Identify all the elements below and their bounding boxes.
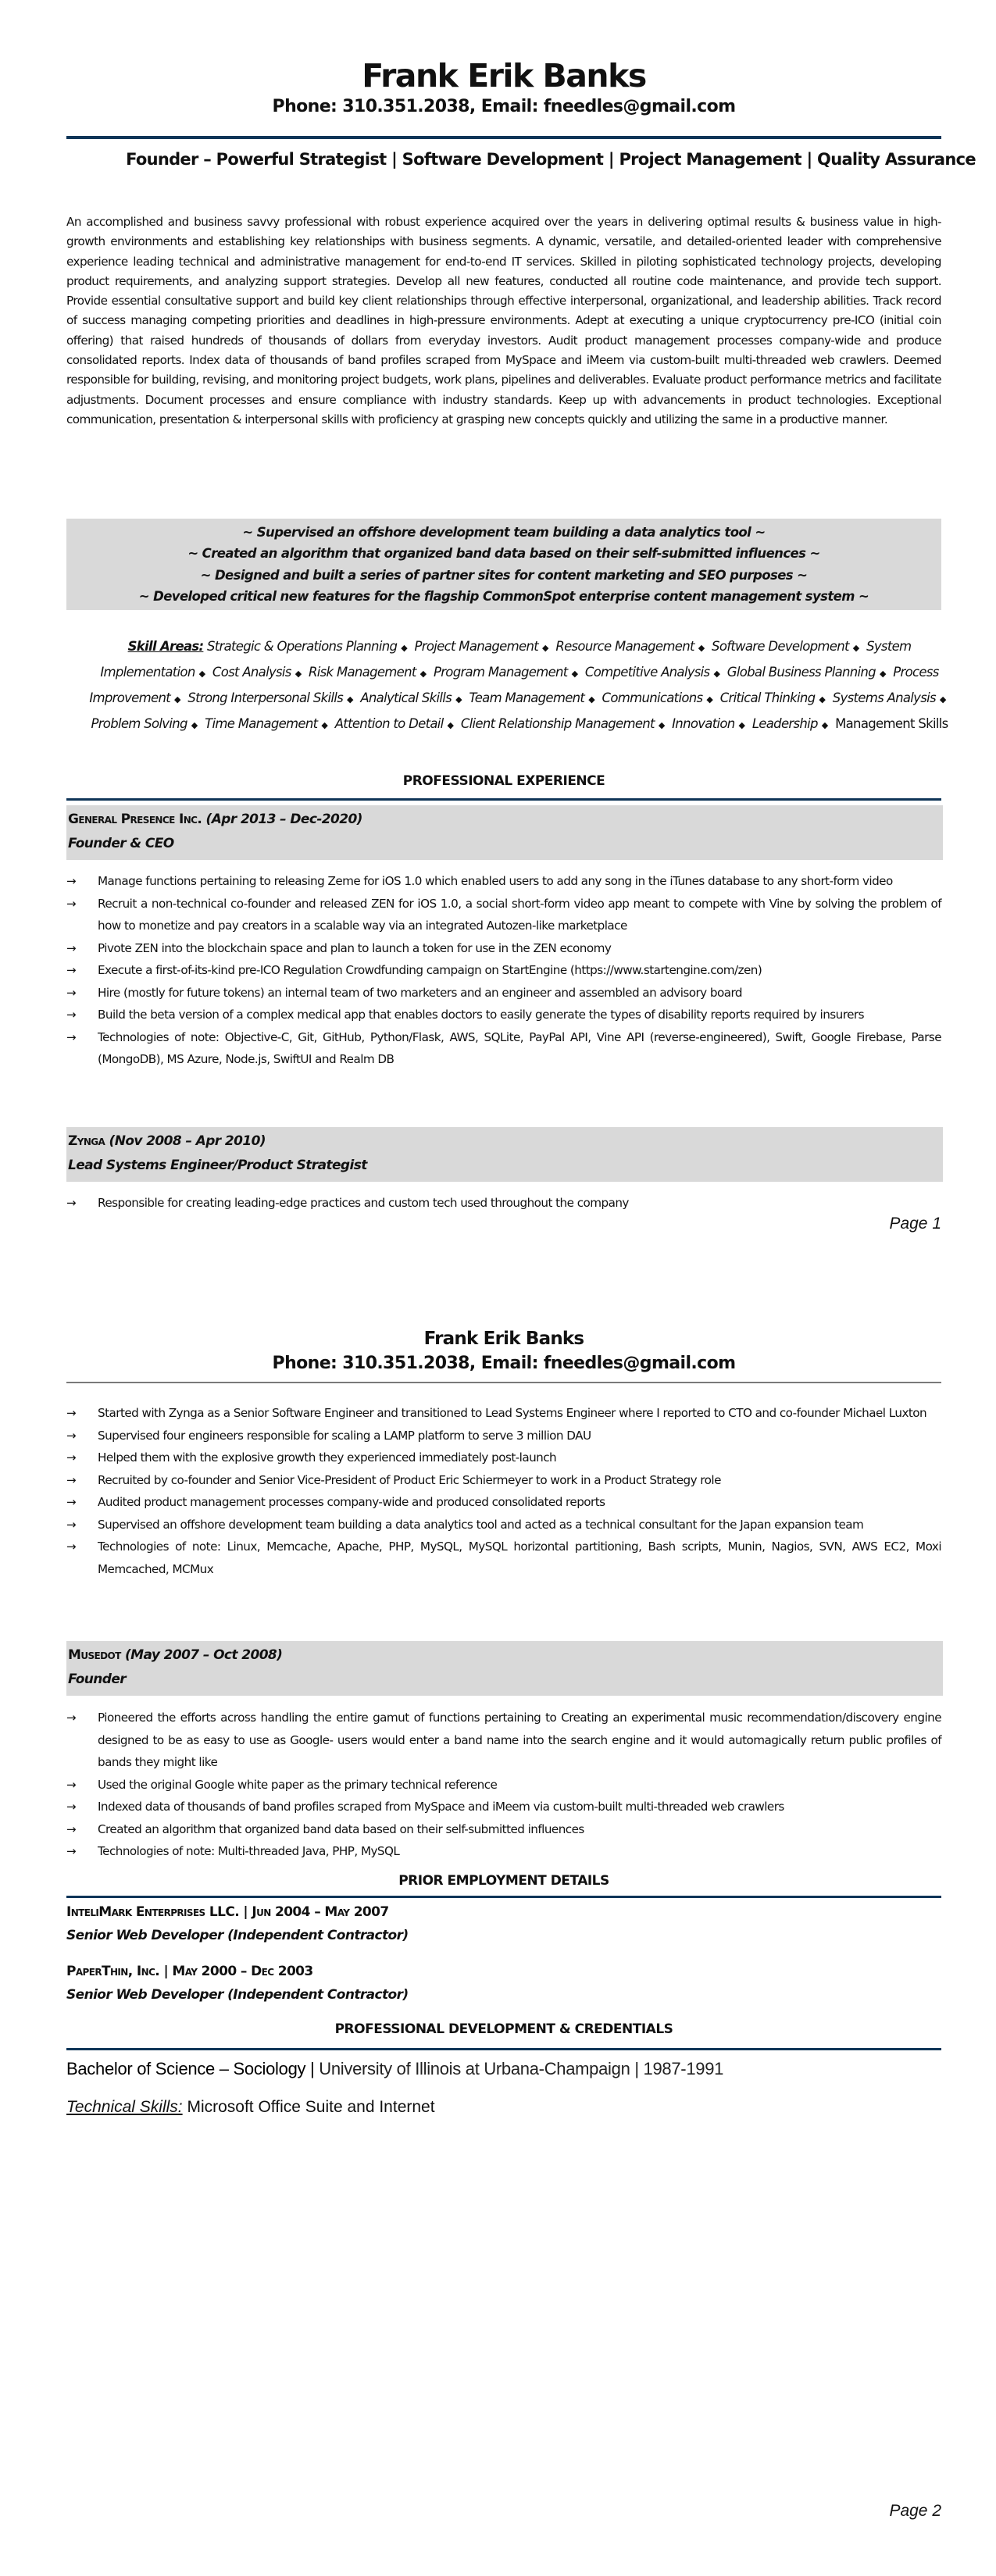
list-item: → Indexed data of thousands of band profiles scraped from MySpace and iMeem via custom-built multi-threaded web crawlers: [66, 1796, 941, 1818]
page1-header: [66, 56, 941, 119]
arrow-right-icon: →: [66, 1540, 77, 1554]
job-dates: (Nov 2008 – Apr 2010): [109, 1133, 266, 1149]
skill-areas: [66, 634, 973, 737]
diamond-icon: ◆: [542, 643, 548, 653]
highlight-item: ~ Created an algorithm that organized band data based on their self-submitted influences ~: [187, 546, 820, 562]
arrow-right-icon: →: [66, 1777, 77, 1792]
prior-employment-list: [66, 1900, 941, 2007]
skill-item: Cost Analysis: [212, 665, 291, 680]
skill-item: Project Management: [414, 639, 538, 654]
summary-paragraph: An accomplished and business savvy professional with robust experience acquired over the years in delivering optimal results & business value in high-growth environments and establishing key relationships with business segments. A dynamic, versatile, and detailed-oriented leader with comprehensive experience leading technical and administrative management for end-to-end IT services. Skilled in piloting sophisticated technology projects, developing product requirements, and analyzing support strategies. Develop all new features, conducted all routine code maintenance, and provide tech support. Provide essential consultative support and build key client relationships through effective interpersonal, organizational, and leadership abilities. Track record of success managing competing priorities and deadlines in high-pressure environments. Adept at executing a unique cryptocurrency pre-ICO (initial coin offering) that raised hundreds of thousands of dollars from everyday investors. Audit product management processes company-wide and produce consolidated reports. Index data of thousands of band profiles scraped from MySpace and iMeem via custom-built multi-threaded web crawlers. Deemed responsible for building, revising, and monitoring project budgets, work plans, pipelines and deliverables. Evaluate product performance metrics and facilitate adjustments. Document processes and ensure compliance with industry standards. Keep up with advancements in product technologies. Exceptional communication, presentation & interpersonal skills with proficiency at grasping new concepts quickly and utilizing the same in a productive manner.: [66, 215, 941, 426]
prior-employer-title: Senior Web Developer (Independent Contractor): [66, 1987, 409, 2003]
diamond-icon: ◆: [191, 720, 198, 730]
diamond-icon: ◆: [174, 694, 180, 705]
arrow-right-icon: →: [66, 963, 77, 977]
list-item: → Hire (mostly for future tokens) an internal team of two marketers and an engineer and assembled an advisory board: [66, 982, 941, 1004]
page-number: Page 1: [889, 1215, 941, 1233]
skill-item: System Implementation: [100, 639, 912, 680]
job-title: Founder: [68, 1672, 127, 1687]
list-item: → Recruited by co-founder and Senior Vice-President of Product Eric Schiermeyer to work in a Product Strategy role: [66, 1469, 941, 1492]
list-item: → Started with Zynga as a Senior Software Engineer and transitioned to Lead Systems Engineer where I reported to CTO and co-founder Michael Luxton: [66, 1402, 941, 1425]
job-dates: (Apr 2013 – Dec-2020): [205, 812, 362, 827]
highlights-box: [66, 519, 941, 610]
skill-item: Time Management: [205, 716, 318, 731]
job-title: Lead Systems Engineer/Product Strategist: [68, 1158, 367, 1173]
diamond-icon: ◆: [879, 669, 886, 679]
diamond-icon: ◆: [401, 643, 407, 653]
diamond-icon: ◆: [571, 669, 578, 679]
job-header-zynga: [66, 1127, 943, 1182]
diamond-icon: ◆: [819, 694, 826, 705]
skill-item: Global Business Planning: [726, 665, 876, 680]
arrow-right-icon: →: [66, 1844, 77, 1858]
job-title: Founder & CEO: [68, 836, 174, 851]
list-item: → Supervised four engineers responsible for scaling a LAMP platform to serve 3 million DAU: [66, 1425, 941, 1447]
prior-employer-heading: PaperThin, Inc. | May 2000 – Dec 2003: [66, 1964, 313, 1979]
job-bullets-musedot: [66, 1707, 941, 1863]
skill-item: Software Development: [712, 639, 849, 654]
diamond-icon: ◆: [698, 643, 705, 653]
list-item: → Responsible for creating leading-edge practices and custom tech used throughout the company: [66, 1192, 941, 1215]
diamond-icon: ◆: [738, 720, 745, 730]
arrow-right-icon: →: [66, 1495, 77, 1509]
section-title-credentials: PROFESSIONAL DEVELOPMENT & CREDENTIALS: [334, 2021, 673, 2037]
list-item: → Helped them with the explosive growth they experienced immediately post-launch: [66, 1447, 941, 1469]
job-bullets-zynga-continued: [66, 1402, 941, 1580]
skill-item: Leadership: [751, 716, 818, 731]
page2-header: [66, 1326, 941, 1376]
diamond-icon: ◆: [706, 694, 713, 705]
diamond-icon: ◆: [658, 720, 665, 730]
skill-item: Strategic & Operations Planning: [206, 639, 398, 654]
arrow-right-icon: →: [66, 985, 77, 1000]
section-rule: [66, 1896, 941, 1898]
arrow-right-icon: →: [66, 1711, 77, 1725]
diamond-icon: ◆: [447, 720, 454, 730]
arrow-right-icon: →: [66, 1406, 77, 1420]
arrow-right-icon: →: [66, 1428, 77, 1443]
section-rule: [66, 2048, 941, 2050]
skill-item: Team Management: [469, 690, 585, 705]
contact-line: Phone: 310.351.2038, Email: fneedles@gmail.com: [272, 1354, 736, 1373]
job-header-musedot: [66, 1641, 943, 1696]
candidate-name: Frank Erik Banks: [423, 1329, 584, 1349]
company-name: Zynga: [68, 1133, 105, 1149]
diamond-icon: ◆: [939, 694, 946, 705]
job-bullets-zynga: [66, 1192, 941, 1215]
diamond-icon: ◆: [588, 694, 594, 705]
arrow-right-icon: →: [66, 1450, 77, 1465]
arrow-right-icon: →: [66, 1472, 77, 1487]
section-title-prior-employment: PRIOR EMPLOYMENT DETAILS: [398, 1873, 609, 1889]
company-name: General Presence Inc.: [68, 812, 202, 827]
list-item: → Technologies of note: Linux, Memcache, Apache, PHP, MySQL, MySQL horizontal partitioning, Bash scripts, Munin, Nagios, SVN, AWS EC2, Moxi Memcached, MCMux: [66, 1536, 941, 1580]
skill-item: Critical Thinking: [719, 690, 816, 705]
list-item: → Supervised an offshore development team building a data analytics tool and acted as a technical consultant for the Japan expansion team: [66, 1514, 941, 1536]
list-item: → Pioneered the efforts across handling the entire gamut of functions pertaining to Creating an experimental music recommendation/discovery engine designed to be as easy to use as Google- users would enter a band name into the search engine and it would automagically return public profiles of bands they might like: [66, 1707, 941, 1774]
skill-areas-label: Skill Areas:: [127, 639, 204, 654]
list-item: → Manage functions pertaining to releasing Zeme for iOS 1.0 which enabled users to add any song in the iTunes database to any short-form video: [66, 870, 941, 893]
skill-item: Program Management: [433, 665, 568, 680]
diamond-icon: ◆: [821, 720, 828, 730]
skill-item: Analytical Skills: [360, 690, 452, 705]
arrow-right-icon: →: [66, 1029, 77, 1044]
diamond-icon: ◆: [347, 694, 353, 705]
skill-item: Innovation: [672, 716, 735, 731]
contact-line: Phone: 310.351.2038, Email: fneedles@gmail.com: [272, 97, 736, 116]
skill-item: Management Skills: [835, 716, 948, 731]
arrow-right-icon: →: [66, 1517, 77, 1532]
technical-skills-label: Technical Skills:: [66, 2098, 183, 2116]
diamond-icon: ◆: [455, 694, 462, 705]
education-entry: [66, 2056, 941, 2082]
header-rule: [66, 136, 941, 139]
list-item: → Build the beta version of a complex medical app that enables doctors to easily generate the types of disability reports required by insurers: [66, 1004, 941, 1026]
highlight-item: ~ Developed critical new features for the flagship CommonSpot enterprise content management system ~: [138, 588, 869, 604]
list-item: → Technologies of note: Objective-C, Git, GitHub, Python/Flask, AWS, SQLite, PayPal API, Vine API (reverse-engineered), Swift, Google Firebase, Parse (MongoDB), MS Azure, Node.js, SwiftUI and Realm DB: [66, 1026, 941, 1071]
skill-item: Problem Solving: [91, 716, 187, 731]
arrow-right-icon: →: [66, 874, 77, 888]
technical-skills: [66, 2095, 941, 2120]
skill-item: Risk Management: [309, 665, 416, 680]
skill-item: Client Relationship Management: [460, 716, 655, 731]
section-title-experience: PROFESSIONAL EXPERIENCE: [402, 773, 605, 789]
arrow-right-icon: →: [66, 1196, 77, 1210]
list-item: → Used the original Google white paper as the primary technical reference: [66, 1774, 941, 1796]
arrow-right-icon: →: [66, 1800, 77, 1814]
prior-employer-title: Senior Web Developer (Independent Contractor): [66, 1928, 409, 1943]
school-and-years: University of Illinois at Urbana-Champaign | 1987-1991: [314, 2059, 724, 2078]
highlight-item: ~ Designed and built a series of partner sites for content marketing and SEO purposes ~: [200, 567, 808, 583]
degree: Bachelor of Science – Sociology |: [66, 2059, 315, 2078]
list-item: → Pivote ZEN into the blockchain space and plan to launch a token for use in the ZEN economy: [66, 937, 941, 960]
diamond-icon: ◆: [713, 669, 720, 679]
headline: Founder – Powerful Strategist | Software Development | Project Management | Quality Assurance: [126, 150, 976, 169]
arrow-right-icon: →: [66, 896, 77, 911]
arrow-right-icon: →: [66, 940, 77, 955]
job-dates: (May 2007 – Oct 2008): [124, 1647, 283, 1663]
diamond-icon: ◆: [295, 669, 302, 679]
diamond-icon: ◆: [852, 643, 859, 653]
list-item: → Technologies of note: Multi-threaded Java, PHP, MySQL: [66, 1840, 941, 1863]
arrow-right-icon: →: [66, 1821, 77, 1836]
list-item: → Execute a first-of-its-kind pre-ICO Regulation Crowdfunding campaign on StartEngine (https://www.startengine.com/zen): [66, 959, 941, 982]
skill-item: Communications: [602, 690, 703, 705]
diamond-icon: ◆: [198, 669, 205, 679]
skill-item: Process Improvement: [89, 665, 939, 705]
skill-item: Resource Management: [555, 639, 694, 654]
list-item: → Recruit a non-technical co-founder and released ZEN for iOS 1.0, a social short-form video app meant to compete with Vine by solving the problem of how to monetize and pay creators in a scalable way via an integrated Autozen-like marketplace: [66, 893, 941, 937]
company-name: Musedot: [68, 1647, 121, 1663]
job-header-general-presence: [66, 805, 943, 860]
prior-employer-heading: InteliMark Enterprises LLC. | Jun 2004 – May 2007: [66, 1904, 389, 1920]
header-rule: [66, 1382, 941, 1383]
highlight-item: ~ Supervised an offshore development team building a data analytics tool ~: [242, 525, 766, 540]
section-rule: [66, 798, 941, 801]
candidate-name: Frank Erik Banks: [362, 57, 646, 95]
page-number: Page 2: [889, 2502, 941, 2520]
list-item: → Audited product management processes company-wide and produced consolidated reports: [66, 1491, 941, 1514]
technical-skills-value: Microsoft Office Suite and Internet: [182, 2098, 435, 2116]
skill-item: Attention to Detail: [334, 716, 444, 731]
list-item: → Created an algorithm that organized band data based on their self-submitted influences: [66, 1818, 941, 1841]
skill-item: Systems Analysis: [832, 690, 936, 705]
diamond-icon: ◆: [321, 720, 328, 730]
diamond-icon: ◆: [419, 669, 427, 679]
skill-item: Strong Interpersonal Skills: [187, 690, 344, 705]
arrow-right-icon: →: [66, 1008, 77, 1022]
job-bullets-general-presence: [66, 870, 941, 1071]
skill-item: Competitive Analysis: [584, 665, 710, 680]
